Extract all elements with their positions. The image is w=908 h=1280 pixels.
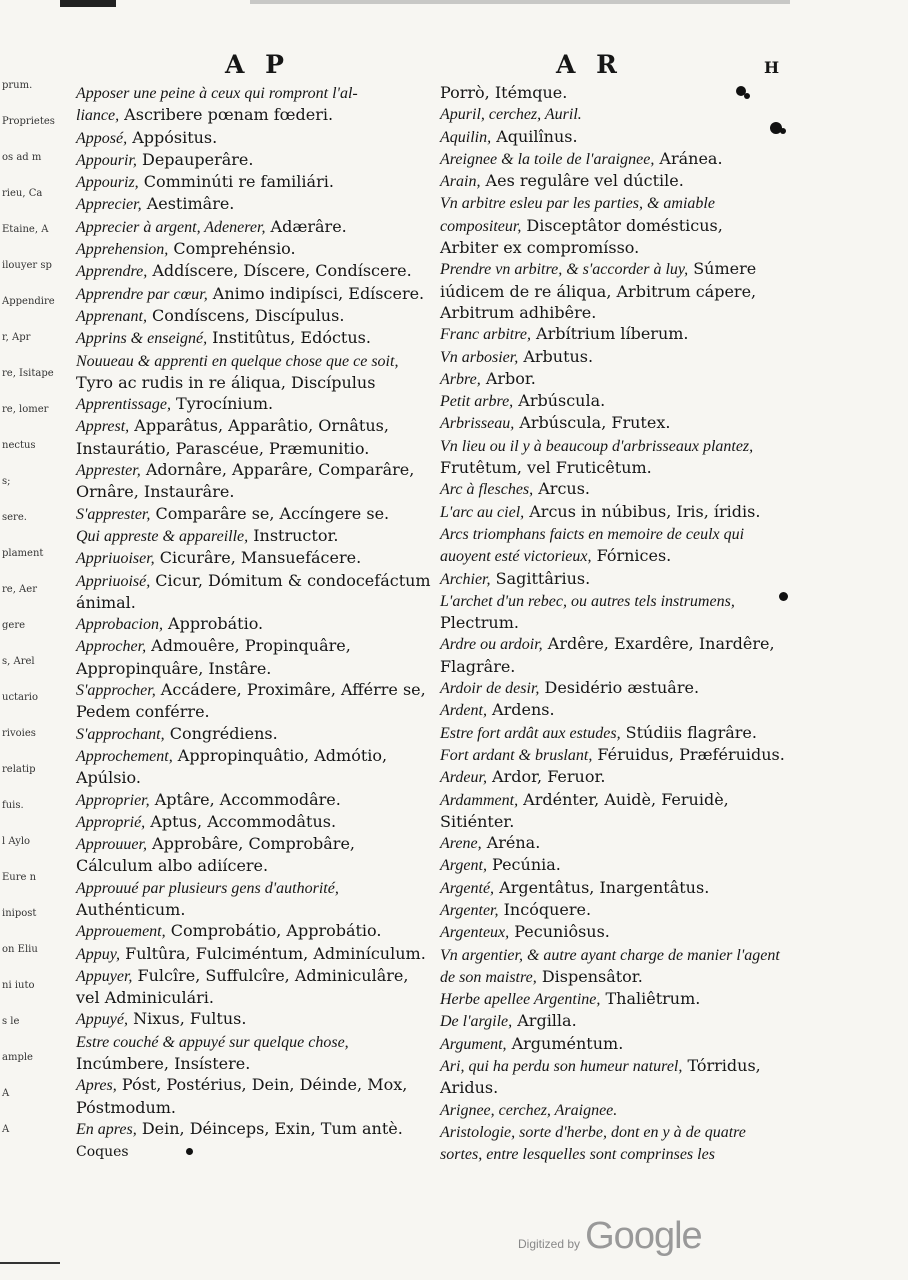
latin-gloss: Póst, Postérius, Dein, Déinde, Mox, Póstmodum. <box>76 1075 408 1117</box>
dictionary-entry <box>440 921 785 943</box>
french-headword: Argent, <box>440 857 487 875</box>
gutter-fragment: s; <box>2 476 11 487</box>
gutter-fragment: rivoies <box>2 728 36 739</box>
gutter-fragment: l Aylo <box>2 836 31 847</box>
french-headword: Arcs triomphans faicts en memoire de ceulx qui auoyent esté victorieux, <box>440 525 745 566</box>
latin-gloss: Súmere iúdicem de re áliqua, Arbitrum cápere, Arbitrum adhibêre. <box>440 259 757 322</box>
dictionary-entry <box>76 149 431 171</box>
dictionary-entry <box>76 1074 431 1118</box>
dictionary-entry <box>76 127 431 149</box>
dictionary-entry <box>76 723 431 745</box>
latin-gloss: Adornâre, Apparâre, Comparâre, Ornâre, Instaurâre. <box>76 460 415 502</box>
dictionary-entry <box>440 1010 785 1032</box>
french-headword: Estre couché & appuyé sur quelque chose, <box>76 1033 349 1051</box>
french-headword: Approuement, <box>76 923 166 941</box>
dictionary-entry <box>76 305 431 327</box>
french-headword: Arbre, <box>440 370 481 388</box>
signature-mark: H <box>764 58 780 77</box>
french-headword: Ardent, <box>440 702 487 720</box>
running-head-right: A R <box>556 50 623 79</box>
dictionary-entry <box>440 390 785 412</box>
french-headword: Franc arbitre, <box>440 326 531 344</box>
dictionary-entry <box>440 148 785 170</box>
french-headword: Approcher, <box>76 638 147 656</box>
latin-gloss: Arguméntum. <box>506 1033 624 1053</box>
latin-gloss: Fulcîre, Suffulcîre, Adminiculâre, vel Adminiculári. <box>76 965 409 1008</box>
scan-bottom-edge <box>0 1262 60 1264</box>
french-headword: Petit arbre, <box>440 393 514 411</box>
dictionary-entry <box>76 216 431 238</box>
dictionary-entry <box>440 744 785 766</box>
french-headword: Fort ardant & bruslant, <box>440 746 593 764</box>
digitization-watermark <box>518 1215 702 1258</box>
dictionary-entry <box>76 613 431 635</box>
latin-gloss: Cicurâre, Mansuefácere. <box>154 548 362 568</box>
dictionary-entry <box>76 570 431 614</box>
gutter-fragment: prum. <box>2 80 33 91</box>
dictionary-entry <box>440 258 785 323</box>
latin-gloss: Aes regulâre vel dúctile. <box>480 171 684 191</box>
dictionary-entry <box>440 1099 785 1121</box>
latin-gloss: Comprobátio, Approbátio. <box>165 921 382 941</box>
french-headword: Arignee, cerchez, Araignee. <box>440 1101 618 1119</box>
latin-gloss: Porrò, Itémque. <box>440 83 568 102</box>
french-headword: Arbrisseau, <box>440 415 515 433</box>
french-headword: Apuril, cerchez, Auril. <box>440 106 582 124</box>
gutter-fragment: uctario <box>2 692 39 703</box>
french-headword: L'arc au ciel, <box>440 503 525 521</box>
dictionary-entry <box>440 988 785 1010</box>
french-headword: L'archet d'un rebec, ou autres tels instrumens, <box>440 592 735 610</box>
dictionary-entry <box>76 635 431 679</box>
catchword: Coques <box>76 1144 129 1160</box>
scan-edge-mark <box>60 0 116 7</box>
gutter-fragment: Eure n <box>2 872 37 883</box>
latin-gloss: Incúmbere, Insístere. <box>76 1054 251 1074</box>
latin-gloss: Arbutus. <box>518 346 594 366</box>
gutter-fragment: inipost <box>2 908 37 919</box>
bleed-through-gutter <box>0 80 55 1180</box>
french-headword: Apprecier, <box>76 196 142 214</box>
latin-gloss: Condíscens, Discípulus. <box>146 305 345 325</box>
dictionary-entry <box>440 435 785 479</box>
running-head-left: A P <box>225 50 290 79</box>
dictionary-entry <box>440 832 785 854</box>
left-column <box>76 82 431 1140</box>
gutter-fragment: s le <box>2 1016 20 1027</box>
latin-gloss: Argilla. <box>512 1011 577 1031</box>
french-headword: Apprehension, <box>76 241 169 259</box>
gutter-fragment: s, Arel <box>2 656 35 667</box>
french-headword: Apprecier à argent, Adenerer, <box>76 218 266 236</box>
gutter-fragment: re, Aer <box>2 584 37 595</box>
gutter-fragment: gere <box>2 620 26 631</box>
dictionary-entry <box>76 327 431 349</box>
dictionary-entry <box>440 699 785 721</box>
dictionary-entry <box>76 1031 431 1075</box>
dictionary-entry <box>440 478 785 500</box>
latin-gloss: Fórnices. <box>591 546 672 566</box>
dictionary-entry <box>440 590 785 634</box>
dictionary-entry <box>440 633 785 677</box>
latin-gloss: Arcus. <box>533 479 591 499</box>
latin-gloss: Stúdiis flagrâre. <box>620 722 757 742</box>
google-logo: Google <box>585 1215 702 1257</box>
french-headword: Ardeur, <box>440 769 487 787</box>
french-headword: Estre fort ardât aux estudes, <box>440 724 621 742</box>
french-headword: Approprier, <box>76 791 150 809</box>
dictionary-entry <box>76 350 431 394</box>
latin-gloss: Dispensâtor. <box>536 966 643 986</box>
dictionary-entry <box>440 523 785 568</box>
french-headword: Appriuoiser, <box>76 550 155 568</box>
gutter-fragment: rieu, Ca <box>2 188 43 199</box>
latin-gloss: Comminúti re familiári. <box>138 172 334 192</box>
french-headword: Areignee & la toile de l'araignee, <box>440 150 655 168</box>
latin-gloss: Ardêre, Exardêre, Inardêre, Flagrâre. <box>440 634 775 676</box>
french-headword: Aristologie, sorte d'herbe, dont en y à de quatre sortes, entre lesquelles sont comprinses les <box>440 1123 746 1164</box>
french-headword: Apprester, <box>76 462 141 480</box>
french-headword: Appourir, <box>76 151 137 169</box>
french-headword: Argenté, <box>440 879 495 897</box>
french-headword: S'apprester, <box>76 505 151 523</box>
latin-gloss: Addíscere, Díscere, Condíscere. <box>147 261 412 281</box>
latin-gloss: Instructor. <box>248 525 339 545</box>
french-headword: Appriuoisé, <box>76 572 151 590</box>
latin-gloss: Cicur, Dómitum & condocefáctum ánimal. <box>76 570 431 612</box>
dictionary-entry <box>440 346 785 368</box>
french-headword: Archier, <box>440 570 491 588</box>
gutter-fragment: A <box>2 1124 10 1135</box>
latin-gloss: Ardénter, Auidè, Feruidè, Sitiénter. <box>440 789 729 831</box>
latin-gloss: Fultûra, Fulciméntum, Adminículum. <box>120 943 426 963</box>
french-headword: Arene, <box>440 835 482 853</box>
french-headword: Argenteux, <box>440 924 510 942</box>
dictionary-entry <box>440 501 785 523</box>
latin-gloss: Admouêre, Propinquâre, Appropinquâre, Instâre. <box>76 636 351 678</box>
gutter-fragment: ample <box>2 1052 33 1063</box>
gutter-fragment: sere. <box>2 512 27 523</box>
dictionary-entry <box>440 126 785 148</box>
gutter-fragment: relatip <box>2 764 36 775</box>
dictionary-entry <box>440 1055 785 1099</box>
dictionary-entry <box>76 679 431 723</box>
latin-gloss: Animo indipísci, Edíscere. <box>207 283 425 303</box>
dictionary-entry <box>76 745 431 789</box>
french-headword: Vn argentier, & autre ayant charge de manier l'agent de son maistre, <box>440 946 780 986</box>
gutter-fragment: Appendire <box>2 296 55 307</box>
gutter-fragment: ni iuto <box>2 980 35 991</box>
french-headword: Approuué par plusieurs gens d'authorité, <box>76 879 339 897</box>
gutter-fragment: Proprietes <box>2 116 55 127</box>
french-headword: Apprins & enseigné, <box>76 330 208 348</box>
latin-gloss: Apparâtus, Apparâtio, Ornâtus, Instaurátio, Parascéue, Præmunitio. <box>76 416 389 458</box>
latin-gloss: Nixus, Fultus. <box>127 1009 247 1029</box>
french-headword: Vn arbitre esleu par les parties, & amiable compositeur, <box>440 195 715 235</box>
french-headword: Ari, qui ha perdu son humeur naturel, <box>440 1058 683 1076</box>
latin-gloss: Pecuniôsus. <box>509 922 610 942</box>
french-headword: Apprenant, <box>76 307 147 325</box>
dictionary-entry <box>76 877 431 921</box>
latin-gloss: Aestimâre. <box>141 194 235 214</box>
dictionary-entry <box>76 920 431 942</box>
french-headword: Appuyé, <box>76 1011 128 1029</box>
french-headword: Qui appreste & appareille, <box>76 527 249 545</box>
gutter-fragment: r, Apr <box>2 332 31 343</box>
french-headword: Approprié, <box>76 813 146 831</box>
dictionary-entry <box>76 283 431 305</box>
dictionary-entry <box>76 503 431 525</box>
latin-gloss: Arbítrium líberum. <box>530 324 689 344</box>
dictionary-entry <box>76 415 431 459</box>
latin-gloss: Ardens. <box>486 700 555 720</box>
dictionary-entry <box>76 171 431 193</box>
dictionary-entry <box>440 877 785 899</box>
gutter-fragment: ilouyer sp <box>2 260 52 271</box>
latin-gloss: Approbâre, Comprobâre, Cálculum albo adiícere. <box>76 834 355 876</box>
gutter-fragment: re, Isitape <box>2 368 54 379</box>
dictionary-entry <box>76 811 431 833</box>
latin-gloss: Comparâre se, Accíngere se. <box>150 503 390 523</box>
gutter-fragment: os ad m <box>2 152 42 163</box>
gutter-fragment: nectus <box>2 440 36 451</box>
dictionary-entry <box>76 1118 431 1140</box>
dictionary-entry <box>76 260 431 282</box>
latin-gloss: Approbátio. <box>162 614 264 634</box>
french-headword: En apres, <box>76 1120 137 1138</box>
latin-gloss: Appropinquâtio, Admótio, Apúlsio. <box>76 745 388 788</box>
french-headword: Approbacion, <box>76 616 163 634</box>
latin-gloss: Tyro ac rudis in re áliqua, Discípulus <box>76 372 376 392</box>
dictionary-entry <box>76 965 431 1009</box>
gutter-fragment: on Eliu <box>2 944 38 955</box>
french-headword: Appuy, <box>76 945 120 963</box>
dictionary-entry <box>76 943 431 965</box>
french-headword: Ardoir de desir, <box>440 680 540 698</box>
latin-gloss: Authénticum. <box>76 899 186 919</box>
ink-spot <box>780 128 786 134</box>
latin-gloss: Depauperâre. <box>136 149 254 169</box>
french-headword: Vn arbosier, <box>440 348 519 366</box>
dictionary-entry <box>440 170 785 192</box>
french-headword: S'approcher, <box>76 682 156 700</box>
dictionary-entry <box>76 789 431 811</box>
french-headword: Apposé, <box>76 129 128 147</box>
french-headword: Aquilin, <box>440 128 492 146</box>
french-headword: Appouriz, <box>76 174 139 192</box>
catchword-row <box>76 1142 786 1163</box>
dictionary-entry <box>76 193 431 215</box>
latin-gloss: Desidério æstuâre. <box>539 678 700 698</box>
french-headword: Appuyer, <box>76 967 133 985</box>
french-headword: Approuuer, <box>76 836 147 854</box>
french-headword: Apres, <box>76 1077 117 1095</box>
french-headword: Nouueau & apprenti en quelque chose que ce soit, <box>76 352 399 370</box>
french-headword: Herbe apellee Argentine, <box>440 991 601 1009</box>
latin-gloss: Dein, Déinceps, Exin, Tum antè. <box>136 1118 403 1138</box>
latin-gloss: Plectrum. <box>440 613 519 633</box>
latin-gloss: Tyrocínium. <box>170 394 274 414</box>
latin-gloss: Aquilînus. <box>491 126 578 146</box>
french-headword: Ardamment, <box>440 791 519 809</box>
dictionary-entry <box>440 103 785 125</box>
latin-gloss: Institûtus, Edóctus. <box>207 328 371 348</box>
dictionary-entry <box>440 192 785 258</box>
latin-gloss: Aránea. <box>654 148 723 168</box>
latin-gloss: Adærâre. <box>265 216 347 236</box>
ink-spot <box>186 1148 193 1155</box>
french-headword: Apprest, <box>76 418 130 436</box>
dictionary-entry <box>440 944 785 989</box>
latin-gloss: Tórridus, Aridus. <box>440 1056 761 1098</box>
dictionary-entry <box>76 104 431 126</box>
dictionary-entry <box>440 677 785 699</box>
latin-gloss: Congrédiens. <box>164 723 278 743</box>
latin-gloss: Aptâre, Accommodâre. <box>149 789 341 809</box>
latin-gloss: Comprehénsio. <box>168 239 296 259</box>
french-headword: Apprendre par cœur, <box>76 285 208 303</box>
french-headword: S'approchant, <box>76 725 165 743</box>
french-headword: Ardre ou ardoir, <box>440 636 543 654</box>
dictionary-entry <box>440 899 785 921</box>
dictionary-entry <box>440 789 785 833</box>
ink-spot <box>744 93 750 99</box>
dictionary-entry <box>76 459 431 503</box>
latin-gloss: Arbúscula, Frutex. <box>514 413 671 433</box>
dictionary-entry <box>440 722 785 744</box>
latin-gloss: Arcus in núbibus, Iris, íridis. <box>524 501 761 521</box>
french-headword: Apposer une peine à ceux qui rompront l'al- <box>76 85 358 102</box>
dictionary-entry <box>76 833 431 877</box>
dictionary-entry <box>76 1008 431 1030</box>
dictionary-entry <box>440 854 785 876</box>
latin-gloss: Féruidus, Præféruidus. <box>592 744 785 764</box>
dictionary-entry <box>440 766 785 788</box>
scan-edge-shadow <box>250 0 790 4</box>
french-headword: liance, <box>76 107 120 125</box>
dictionary-entry <box>440 323 785 345</box>
gutter-fragment: fuis. <box>2 800 24 811</box>
latin-gloss: Frutêtum, vel Fruticêtum. <box>440 458 652 478</box>
dictionary-entry <box>76 393 431 415</box>
french-headword: Vn lieu ou il y à beaucoup d'arbrisseaux plantez, <box>440 437 754 455</box>
french-headword: Apprentissage, <box>76 396 171 414</box>
french-headword: Arain, <box>440 173 481 191</box>
latin-gloss: Accádere, Proximâre, Afférre se, Pedem conférre. <box>76 680 426 722</box>
dictionary-entry <box>440 82 785 103</box>
dictionary-entry <box>440 412 785 434</box>
latin-gloss: Aréna. <box>481 833 541 853</box>
dictionary-entry <box>440 568 785 590</box>
latin-gloss: Disceptâtor domésticus, Arbiter ex compromísso. <box>440 215 723 258</box>
latin-gloss: Ardor, Feruor. <box>486 767 606 787</box>
french-headword: Arc à flesches, <box>440 481 534 499</box>
latin-gloss: Aptus, Accommodâtus. <box>145 811 337 831</box>
latin-gloss: Arbúscula. <box>513 391 606 411</box>
gutter-fragment: Etaine, A <box>2 224 49 235</box>
dictionary-entry <box>440 368 785 390</box>
latin-gloss: Sagittârius. <box>490 568 591 588</box>
right-column <box>440 82 785 1166</box>
latin-gloss: Argentâtus, Inargentâtus. <box>494 877 710 897</box>
latin-gloss: Arbor. <box>480 368 536 388</box>
latin-gloss: Appósitus. <box>127 127 218 147</box>
ink-spot <box>779 592 788 601</box>
dictionary-entry <box>76 238 431 260</box>
french-headword: Apprendre, <box>76 263 148 281</box>
dictionary-entry <box>76 547 431 569</box>
dictionary-entry <box>76 525 431 547</box>
french-headword: Prendre vn arbitre, & s'accorder à luy, <box>440 261 689 279</box>
latin-gloss: Thaliêtrum. <box>600 989 701 1009</box>
dictionary-entry <box>76 82 431 104</box>
latin-gloss: Pecúnia. <box>486 855 561 875</box>
french-headword: Argenter, <box>440 901 499 919</box>
digitized-by-label: Digitized by <box>518 1237 581 1251</box>
dictionary-entry <box>440 1033 785 1055</box>
gutter-fragment: A <box>2 1088 10 1099</box>
french-headword: De l'argile, <box>440 1013 513 1031</box>
french-headword: Argument, <box>440 1035 507 1053</box>
latin-gloss: Ascribere pœnam fœderi. <box>119 105 334 125</box>
gutter-fragment: plament <box>2 548 44 559</box>
gutter-fragment: re, lomer <box>2 404 49 415</box>
french-headword: Approchement, <box>76 747 173 765</box>
latin-gloss: Incóquere. <box>498 899 592 919</box>
